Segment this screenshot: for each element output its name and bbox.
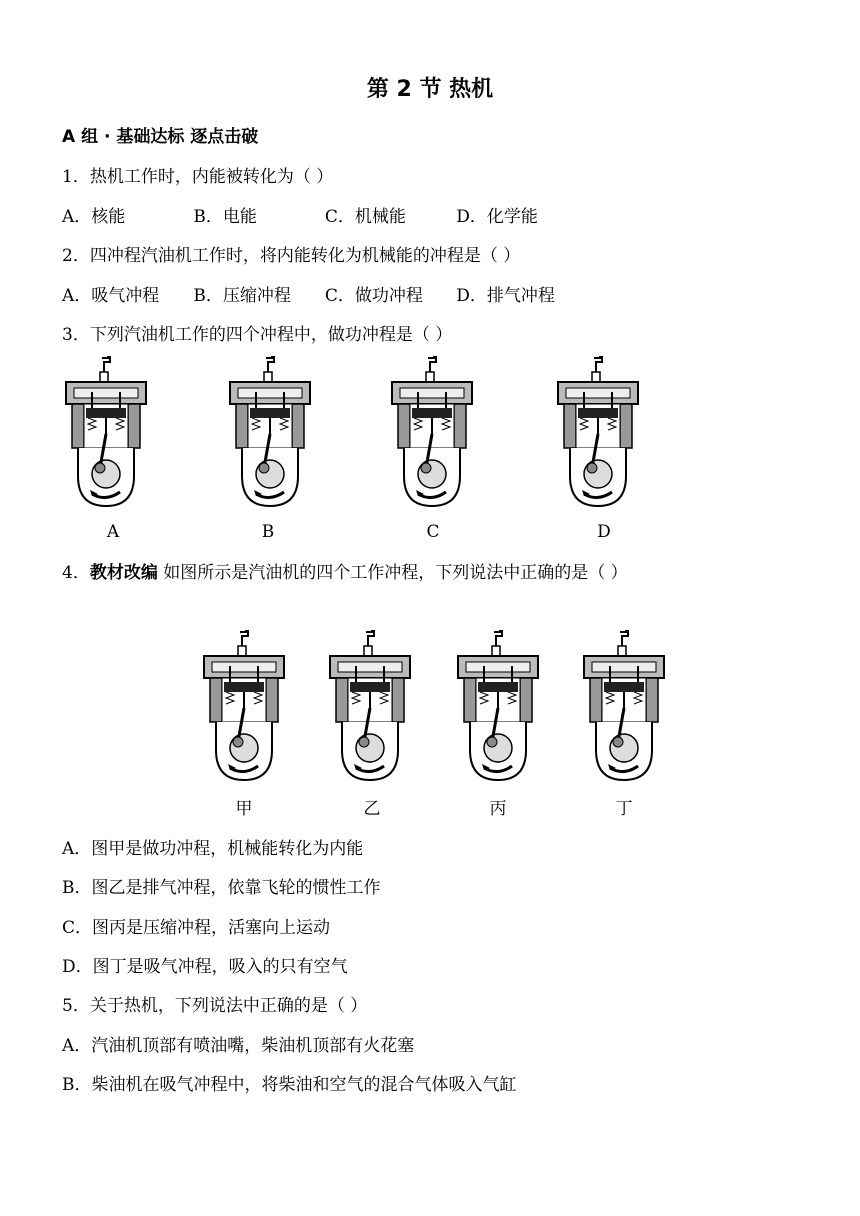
q4-option-b: B．图乙是排气冲程，依靠飞轮的惯性工作	[62, 878, 381, 898]
q1-option-a: A．核能	[62, 207, 126, 227]
q3-label-a: A	[106, 522, 120, 542]
q4-label-jia: 甲	[235, 799, 253, 819]
engine-diagram-a	[62, 356, 152, 508]
q4-option-c: C．图丙是压缩冲程，活塞向上运动	[62, 918, 331, 938]
q4-label-ding: 丁	[615, 799, 633, 819]
q2-option-c: C．做功冲程	[324, 286, 423, 306]
section-heading: A 组 · 基础达标 逐点击破	[62, 127, 259, 147]
q5-stem: 5．关于热机，下列说法中正确的是（ ）	[62, 996, 368, 1016]
engine-diagram-d	[554, 356, 644, 508]
engine-diagram-ding	[580, 630, 670, 782]
q1-stem: 1．热机工作时，内能被转化为（ ）	[62, 167, 334, 187]
engine-diagram-c	[388, 356, 478, 508]
q2-option-a: A．吸气冲程	[62, 286, 160, 306]
q1-option-d: D．化学能	[456, 207, 538, 227]
q2-stem: 2．四冲程汽油机工作时，将内能转化为机械能的冲程是（ ）	[62, 246, 521, 266]
page-title: 第 2 节 热机	[366, 77, 494, 102]
engine-diagram-yi	[326, 630, 416, 782]
q3-label-b: B	[261, 522, 275, 542]
q4-number: 4．	[62, 563, 90, 583]
q4-option-a: A．图甲是做功冲程，机械能转化为内能	[62, 839, 364, 859]
q5-option-b: B．柴油机在吸气冲程中，将柴油和空气的混合气体吸入气缸	[62, 1075, 517, 1095]
q1-option-b: B．电能	[193, 207, 257, 227]
q2-options	[62, 281, 555, 306]
q4-label-bing: 丙	[489, 799, 507, 819]
q3-stem: 3．下列汽油机工作的四个冲程中，做功冲程是（ ）	[62, 325, 453, 345]
q2-option-b: B．压缩冲程	[193, 286, 291, 306]
q5-option-a: A．汽油机顶部有喷油嘴，柴油机顶部有火花塞	[62, 1036, 415, 1056]
q4-label-yi: 乙	[363, 799, 381, 819]
q3-label-d: D	[597, 522, 611, 542]
q1-option-c: C．机械能	[324, 207, 406, 227]
q4-tag: 教材改编	[89, 563, 158, 583]
q4-stem: 如图所示是汽油机的四个工作冲程，下列说法中正确的是（ ）	[163, 563, 628, 583]
q2-option-d: D．排气冲程	[456, 286, 555, 306]
q1-options	[62, 202, 538, 227]
engine-diagram-bing	[454, 630, 544, 782]
engine-diagram-jia	[200, 630, 290, 782]
engine-diagram-b	[226, 356, 316, 508]
q4-option-d: D．图丁是吸气冲程，吸入的只有空气	[62, 957, 348, 977]
q3-label-c: C	[426, 522, 440, 542]
q4-stem-line	[62, 558, 628, 583]
